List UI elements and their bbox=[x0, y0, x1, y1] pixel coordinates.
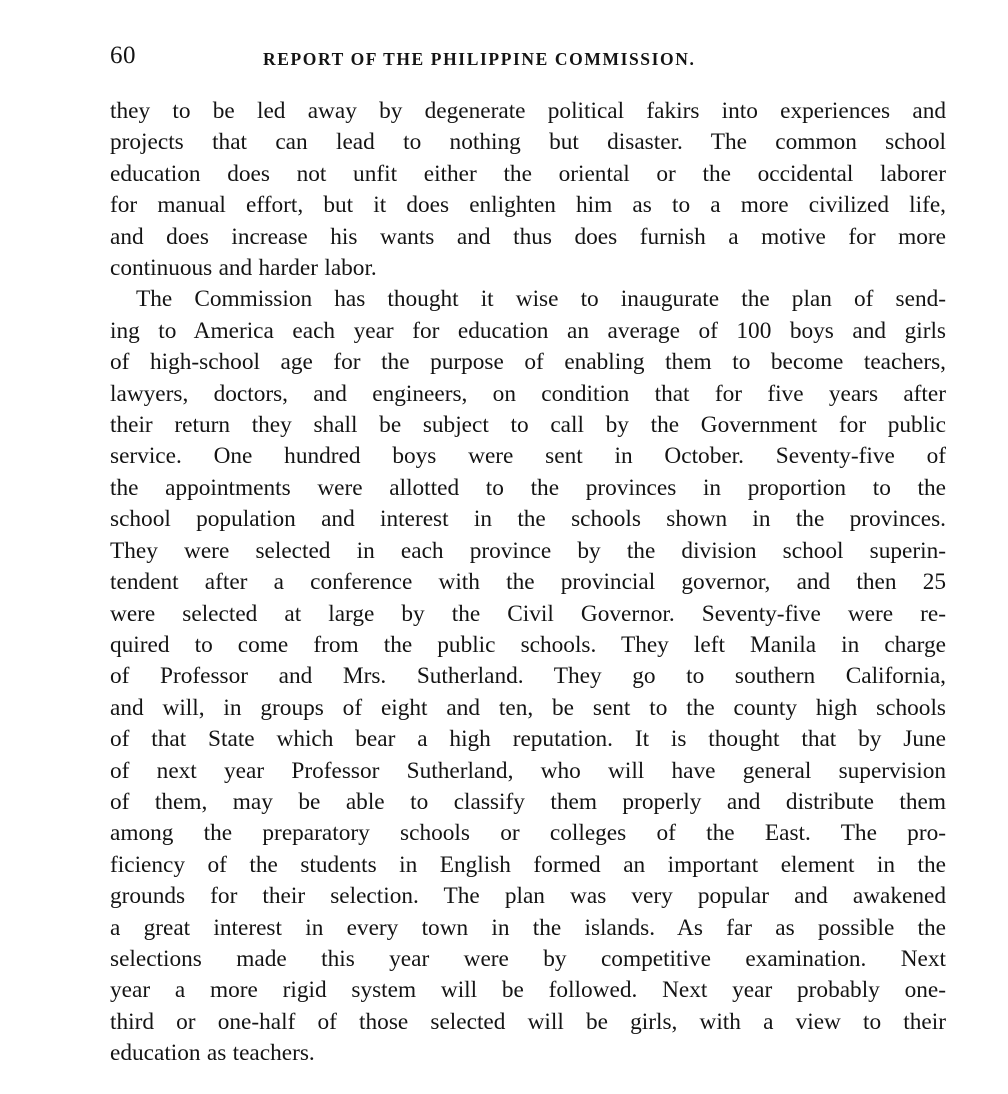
text-line: ficiency of the students in English formed an important element in the bbox=[110, 851, 946, 878]
text-line: They were selected in each province by the division school superin- bbox=[110, 537, 946, 564]
text-line: of next year Professor Sutherland, who will have general supervision bbox=[110, 757, 946, 784]
text-line: and does increase his wants and thus does furnish a motive for more bbox=[110, 223, 946, 250]
text-line: third or one-half of those selected will be girls, with a view to their bbox=[110, 1008, 946, 1035]
text-line: continuous and harder labor. bbox=[110, 255, 377, 282]
text-line: ing to America each year for education an average of 100 boys and girls bbox=[110, 317, 946, 344]
running-head: REPORT OF THE PHILIPPINE COMMISSION. bbox=[263, 49, 696, 69]
text-line: of high-school age for the purpose of enabling them to become teachers, bbox=[110, 349, 946, 376]
body-text bbox=[110, 96, 946, 1070]
text-line: service. One hundred boys were sent in October. Seventy-five of bbox=[110, 443, 946, 470]
text-line: among the preparatory schools or colleges of the East. The pro- bbox=[110, 820, 946, 847]
paragraph-continuation bbox=[110, 96, 946, 284]
paragraph-commission-plan bbox=[110, 284, 946, 1069]
text-line: education does not unfit either the oriental or the occidental laborer bbox=[110, 160, 946, 187]
page-number: 60 bbox=[110, 42, 136, 69]
text-line: they to be led away by degenerate political fakirs into experiences and bbox=[110, 98, 946, 124]
text-line: tendent after a conference with the provincial governor, and then 25 bbox=[110, 569, 946, 596]
text-line: projects that can lead to nothing but disaster. The common school bbox=[110, 129, 946, 156]
text-line: were selected at large by the Civil Governor. Seventy-five were re- bbox=[110, 600, 946, 627]
text-line: their return they shall be subject to call by the Government for public bbox=[110, 412, 946, 439]
page-header bbox=[110, 40, 946, 76]
text-line: and will, in groups of eight and ten, be sent to the county high schools bbox=[110, 694, 946, 721]
text-line: the appointments were allotted to the provinces in proportion to the bbox=[110, 474, 946, 501]
text-line: lawyers, doctors, and engineers, on condition that for five years after bbox=[110, 380, 946, 407]
text-line: of Professor and Mrs. Sutherland. They go to southern California, bbox=[110, 663, 946, 690]
text-line: school population and interest in the schools shown in the provinces. bbox=[110, 506, 946, 533]
text-line: of that State which bear a high reputation. It is thought that by June bbox=[110, 726, 946, 753]
text-line: quired to come from the public schools. They left Manila in charge bbox=[110, 631, 946, 658]
text-line: The Commission has thought it wise to inaugurate the plan of send- bbox=[136, 286, 946, 313]
text-line: for manual effort, but it does enlighten him as to a more civilized life, bbox=[110, 192, 946, 219]
text-line: grounds for their selection. The plan was very popular and awakened bbox=[110, 883, 946, 910]
text-line: education as teachers. bbox=[110, 1040, 315, 1067]
text-line: selections made this year were by competitive examination. Next bbox=[110, 945, 946, 972]
text-line: year a more rigid system will be followed. Next year probably one- bbox=[110, 977, 946, 1004]
text-line: a great interest in every town in the islands. As far as possible the bbox=[110, 914, 946, 941]
text-line: of them, may be able to classify them properly and distribute them bbox=[110, 788, 946, 815]
